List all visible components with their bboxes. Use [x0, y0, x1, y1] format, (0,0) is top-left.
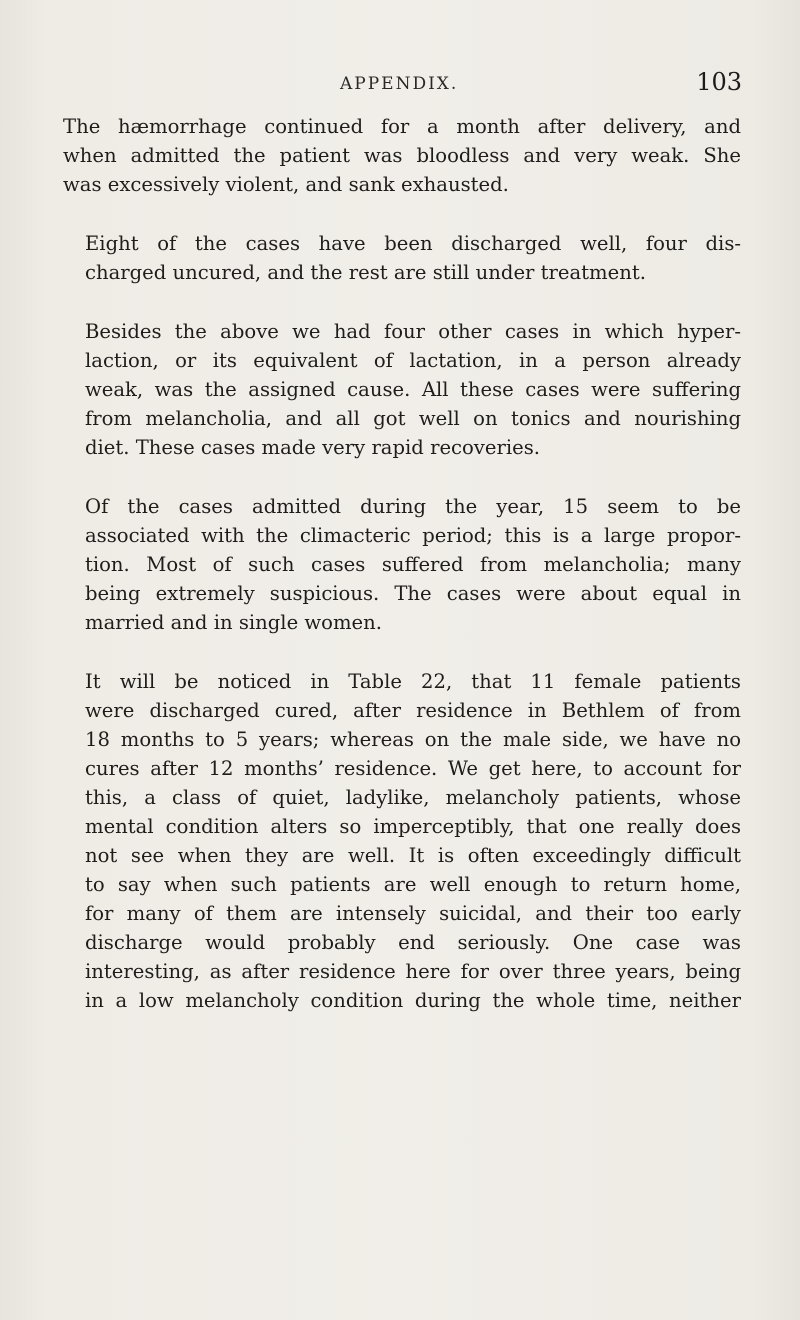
text-line: for many of them are intensely suicidal, and their too early — [85, 902, 741, 925]
text-line: being extremely suspicious. The cases were about equal in — [85, 582, 741, 605]
text-line: were discharged cured, after residence in Bethlem of from — [85, 699, 741, 722]
text-line: Besides the above we had four other cases in which hyper- — [85, 320, 741, 343]
text-line: diet. These cases made very rapid recoveries. — [85, 436, 540, 459]
text-line: was excessively violent, and sank exhausted. — [63, 173, 509, 196]
text-line: interesting, as after residence here for over three years, being — [85, 960, 741, 983]
text-line: weak, was the assigned cause. All these cases were suffering — [85, 378, 741, 401]
text-line: laction, or its equivalent of lactation, in a person already — [85, 349, 741, 372]
text-line: this, a class of quiet, ladylike, melancholy patients, whose — [85, 786, 741, 809]
text-line: married and in single women. — [85, 611, 382, 634]
paragraph-table-22 — [63, 667, 741, 1015]
text-line: when admitted the patient was bloodless and very weak. She — [63, 144, 741, 167]
page-header — [0, 60, 800, 100]
paragraph-hyperlaction — [63, 317, 741, 462]
text-line: discharge would probably end seriously. One case was — [85, 931, 741, 954]
text-line: 18 months to 5 years; whereas on the male side, we have no — [85, 728, 741, 751]
paragraph-discharged — [63, 229, 741, 287]
text-line: Of the cases admitted during the year, 15 seem to be — [85, 495, 741, 518]
text-line: Eight of the cases have been discharged well, four dis- — [85, 232, 741, 255]
text-line: in a low melancholy condition during the whole time, neither — [85, 989, 741, 1012]
text-line: The hæmorrhage continued for a month after delivery, and — [63, 115, 741, 138]
running-head: APPENDIX. — [340, 74, 459, 94]
body-text — [63, 112, 741, 1045]
paragraph-haemorrhage — [63, 112, 741, 199]
text-line: to say when such patients are well enough to return home, — [85, 873, 741, 896]
text-line: It will be noticed in Table 22, that 11 female patients — [85, 670, 741, 693]
paragraph-climacteric — [63, 492, 741, 637]
text-line: mental condition alters so imperceptibly, that one really does — [85, 815, 741, 838]
text-line: associated with the climacteric period; this is a large propor- — [85, 524, 741, 547]
text-line: cures after 12 months’ residence. We get here, to account for — [85, 757, 741, 780]
text-line: tion. Most of such cases suffered from melancholia; many — [85, 553, 741, 576]
text-line: from melancholia, and all got well on tonics and nourishing — [85, 407, 741, 430]
page-number: 103 — [696, 68, 742, 96]
text-line: not see when they are well. It is often exceedingly difficult — [85, 844, 741, 867]
text-line: charged uncured, and the rest are still under treatment. — [85, 261, 646, 284]
